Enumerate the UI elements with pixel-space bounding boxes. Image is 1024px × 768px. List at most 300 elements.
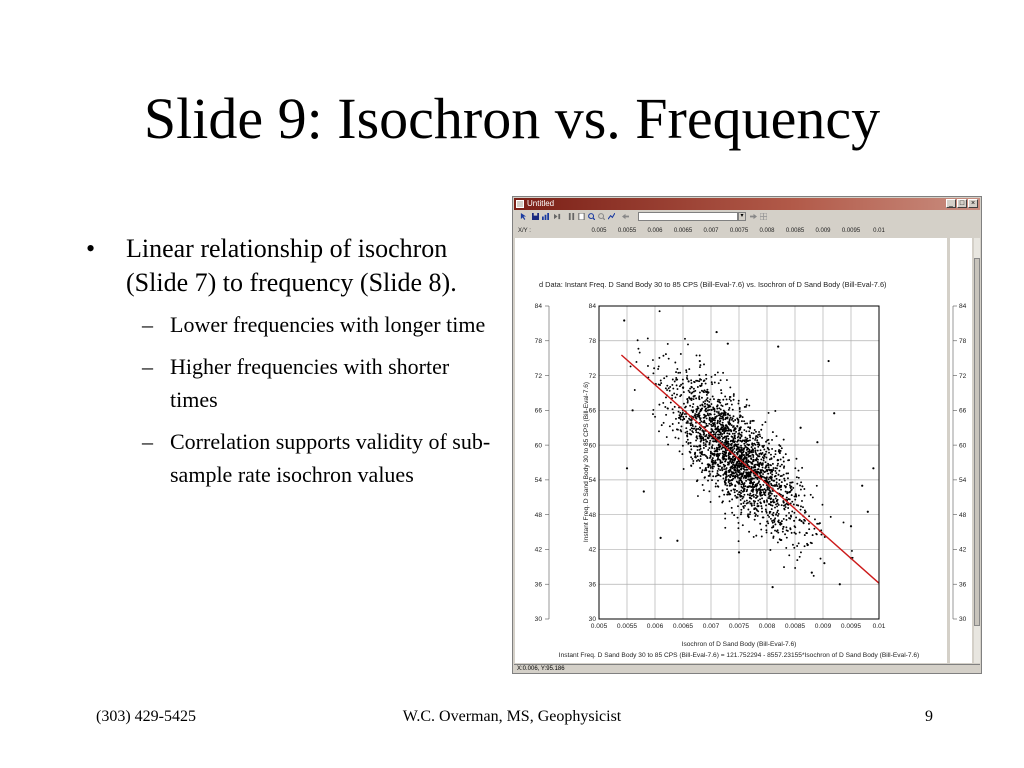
data-point (766, 521, 768, 523)
outlier-point (716, 331, 718, 333)
data-point (745, 477, 747, 479)
data-point (784, 485, 786, 487)
data-point (724, 428, 726, 430)
data-point (734, 436, 736, 438)
data-point (726, 432, 728, 434)
data-point (741, 447, 743, 449)
data-point (710, 414, 712, 416)
data-point (750, 462, 752, 464)
data-point (665, 396, 667, 398)
data-point (697, 449, 699, 451)
data-point (728, 470, 730, 472)
forward-arrow-icon[interactable] (750, 213, 757, 220)
zoom-out-icon[interactable] (598, 213, 605, 220)
data-point (731, 484, 733, 486)
chart-title: d Data: Instant Freq. D Sand Body 30 to 85 CPS (Bill-Eval-7.6) vs. Isochron of D Sand Body (Bill-Eval-7.6) (539, 280, 887, 289)
data-point (757, 515, 759, 517)
chevron-down-icon[interactable]: ▾ (738, 212, 746, 221)
data-point (712, 406, 714, 408)
data-point (712, 457, 714, 459)
data-point (765, 504, 767, 506)
data-point (768, 449, 770, 451)
data-point (786, 497, 788, 499)
data-point (770, 470, 772, 472)
data-point (791, 510, 793, 512)
data-point (771, 448, 773, 450)
data-point (760, 529, 762, 531)
data-point (675, 396, 677, 398)
outlier-point (811, 572, 813, 574)
data-point (769, 481, 771, 483)
side-axis-label: 42 (959, 546, 967, 554)
data-point (736, 469, 738, 471)
data-point (673, 393, 675, 395)
selection-input[interactable] (638, 212, 738, 221)
data-point (712, 475, 714, 477)
data-point (776, 511, 778, 513)
data-point (783, 465, 785, 467)
data-point (796, 476, 798, 478)
data-point (769, 511, 771, 513)
data-point (749, 501, 751, 503)
data-point (728, 433, 730, 435)
data-point (766, 501, 768, 503)
data-point (750, 420, 752, 422)
data-point (695, 397, 697, 399)
data-point (711, 466, 713, 468)
data-point (755, 437, 757, 439)
data-point (700, 410, 702, 412)
data-point (773, 536, 775, 538)
data-point (710, 467, 712, 469)
side-axis-label: 72 (959, 372, 967, 380)
data-point (710, 455, 712, 457)
data-point (746, 449, 748, 451)
data-point (770, 501, 772, 503)
data-point (758, 488, 760, 490)
left-axis-label: 48 (534, 511, 542, 519)
data-point (803, 519, 805, 521)
data-point (744, 488, 746, 490)
data-point (737, 493, 739, 495)
top-x-tick: 0.0085 (785, 228, 805, 234)
data-point (778, 504, 780, 506)
data-point (743, 420, 745, 422)
data-point (735, 431, 737, 433)
data-point (739, 411, 741, 413)
data-point (698, 415, 700, 417)
data-point (744, 475, 746, 477)
data-point (793, 512, 795, 514)
data-point (722, 500, 724, 502)
data-point (672, 388, 674, 390)
data-point (732, 467, 734, 469)
data-point (692, 410, 694, 412)
data-point (781, 475, 783, 477)
data-point (752, 449, 754, 451)
data-point (728, 429, 730, 431)
data-point (775, 472, 777, 474)
data-point (672, 423, 674, 425)
back-arrow-icon[interactable] (622, 213, 629, 220)
data-point (711, 479, 713, 481)
data-point (686, 371, 688, 373)
data-point (731, 479, 733, 481)
data-point (728, 445, 730, 447)
data-point (777, 541, 779, 543)
data-point (746, 404, 748, 406)
data-point (725, 451, 727, 453)
data-point (682, 412, 684, 414)
data-point (778, 470, 780, 472)
data-point (739, 437, 741, 439)
data-point (738, 479, 740, 481)
data-point (692, 424, 694, 426)
data-point (783, 526, 785, 528)
data-point (686, 377, 688, 379)
data-point (765, 529, 767, 531)
data-point (736, 418, 738, 420)
data-point (757, 469, 759, 471)
data-point (670, 402, 672, 404)
data-point (693, 398, 695, 400)
data-point (749, 422, 751, 424)
data-point (702, 469, 704, 471)
scrollbar-thumb[interactable] (974, 258, 980, 626)
data-point (748, 405, 750, 407)
data-point (774, 523, 776, 525)
data-point (753, 420, 755, 422)
data-point (682, 383, 684, 385)
data-point (678, 411, 680, 413)
data-point (702, 421, 704, 423)
data-point (731, 471, 733, 473)
chart-icon[interactable] (542, 213, 549, 220)
y-tick-label: 84 (588, 303, 596, 311)
data-point (691, 410, 693, 412)
data-point (794, 467, 796, 469)
data-point (742, 466, 744, 468)
x-tick-label: 0.007 (702, 623, 720, 630)
minimize-button[interactable]: _ (946, 199, 956, 208)
data-point (719, 422, 721, 424)
data-point (761, 469, 763, 471)
data-point (657, 368, 659, 370)
data-point (734, 467, 736, 469)
data-point (707, 397, 709, 399)
data-point (658, 365, 660, 367)
data-point (746, 474, 748, 476)
data-point (696, 436, 698, 438)
data-point (752, 451, 754, 453)
side-axis-label: 54 (959, 477, 967, 485)
data-point (755, 514, 757, 516)
data-point (685, 416, 687, 418)
save-icon[interactable] (532, 213, 539, 220)
data-point (752, 459, 754, 461)
data-point (687, 402, 689, 404)
data-point (699, 405, 701, 407)
data-point (714, 450, 716, 452)
data-point (717, 400, 719, 402)
data-point (746, 399, 748, 401)
data-point (759, 435, 761, 437)
data-point (743, 502, 745, 504)
data-point (765, 441, 767, 443)
data-point (735, 471, 737, 473)
data-point (781, 520, 783, 522)
data-point (654, 416, 656, 418)
data-point (676, 368, 678, 370)
outlier-point (867, 511, 869, 513)
step-icon[interactable] (554, 213, 561, 220)
data-point (773, 521, 775, 523)
data-point (705, 443, 707, 445)
data-point (737, 527, 739, 529)
close-button[interactable]: × (968, 199, 978, 208)
x-tick-label: 0.0065 (672, 623, 694, 630)
data-point (647, 338, 649, 340)
data-point (690, 448, 692, 450)
data-point (782, 531, 784, 533)
data-point (728, 494, 730, 496)
data-point (774, 476, 776, 478)
data-point (722, 456, 724, 458)
data-point (714, 409, 716, 411)
data-point (711, 446, 713, 448)
data-point (799, 532, 801, 534)
data-point (700, 441, 702, 443)
data-point (751, 503, 753, 505)
side-axis-label: 66 (959, 407, 967, 415)
data-point (780, 485, 782, 487)
data-point (722, 372, 724, 374)
data-point (762, 452, 764, 454)
data-point (816, 533, 818, 535)
document-icon[interactable] (578, 213, 585, 220)
data-point (746, 503, 748, 505)
data-point (733, 469, 735, 471)
line-chart-icon[interactable] (608, 213, 615, 220)
data-point (734, 476, 736, 478)
outlier-point (676, 540, 678, 542)
data-point (793, 520, 795, 522)
pause-icon[interactable] (568, 213, 575, 220)
data-point (786, 472, 788, 474)
data-point (724, 396, 726, 398)
data-point (705, 445, 707, 447)
data-point (699, 385, 701, 387)
data-point (762, 484, 764, 486)
data-point (744, 485, 746, 487)
data-point (689, 451, 691, 453)
data-point (800, 481, 802, 483)
data-point (743, 494, 745, 496)
data-point (760, 485, 762, 487)
window-titlebar[interactable] (514, 198, 980, 210)
data-point (698, 395, 700, 397)
data-point (753, 467, 755, 469)
data-point (693, 396, 695, 398)
data-point (729, 414, 731, 416)
data-point (699, 460, 701, 462)
data-point (748, 444, 750, 446)
data-point (661, 424, 663, 426)
data-point (680, 430, 682, 432)
data-point (722, 399, 724, 401)
data-point (704, 414, 706, 416)
data-point (687, 400, 689, 402)
zoom-icon[interactable] (588, 213, 595, 220)
data-point (698, 380, 700, 382)
data-point (745, 461, 747, 463)
data-point (753, 500, 755, 502)
y-tick-label: 54 (588, 477, 596, 485)
maximize-button[interactable]: □ (957, 199, 967, 208)
data-point (681, 414, 683, 416)
data-point (756, 439, 758, 441)
data-point (800, 505, 802, 507)
data-point (699, 366, 701, 368)
data-point (765, 451, 767, 453)
top-x-tick: 0.006 (647, 228, 663, 234)
data-point (746, 438, 748, 440)
data-point (747, 509, 749, 511)
data-point (679, 395, 681, 397)
data-point (765, 457, 767, 459)
data-point (664, 406, 666, 408)
left-axis-label: 60 (534, 442, 542, 450)
data-point (714, 426, 716, 428)
data-point (689, 405, 691, 407)
data-point (772, 499, 774, 501)
data-point (723, 464, 725, 466)
data-point (718, 382, 720, 384)
data-point (798, 495, 800, 497)
data-point (816, 485, 818, 487)
data-point (754, 512, 756, 514)
data-point (757, 461, 759, 463)
data-point (714, 382, 716, 384)
plot-pane[interactable] (515, 238, 947, 663)
data-point (775, 470, 777, 472)
data-point (685, 369, 687, 371)
data-point (703, 447, 705, 449)
data-point (732, 464, 734, 466)
data-point (796, 559, 798, 561)
pointer-icon[interactable] (520, 213, 527, 220)
data-point (771, 474, 773, 476)
data-point (745, 442, 747, 444)
data-point (776, 505, 778, 507)
data-point (770, 498, 772, 500)
data-point (756, 435, 758, 437)
data-point (772, 431, 774, 433)
data-point (759, 473, 761, 475)
data-point (804, 534, 806, 536)
data-point (690, 456, 692, 458)
data-point (668, 358, 670, 360)
data-point (760, 502, 762, 504)
data-point (708, 434, 710, 436)
data-point (714, 411, 716, 413)
data-point (674, 437, 676, 439)
outlier-point (833, 412, 835, 414)
data-point (744, 458, 746, 460)
y-tick-label: 30 (588, 616, 596, 624)
data-point (667, 444, 669, 446)
data-point (795, 533, 797, 535)
data-point (652, 372, 654, 374)
data-point (701, 383, 703, 385)
left-axis-label: 78 (534, 337, 542, 345)
data-point (757, 495, 759, 497)
data-point (744, 466, 746, 468)
data-point (666, 436, 668, 438)
data-point (757, 464, 759, 466)
data-point (731, 466, 733, 468)
data-point (774, 495, 776, 497)
data-point (771, 520, 773, 522)
vertical-scrollbar[interactable] (974, 238, 980, 663)
data-point (733, 395, 735, 397)
data-point (797, 505, 799, 507)
data-point (679, 416, 681, 418)
data-point (777, 510, 779, 512)
data-point (713, 466, 715, 468)
data-point (725, 417, 727, 419)
data-point (744, 505, 746, 507)
data-point (738, 469, 740, 471)
data-point (736, 497, 738, 499)
data-point (716, 449, 718, 451)
data-point (734, 440, 736, 442)
data-point (753, 494, 755, 496)
data-point (719, 402, 721, 404)
xy-readout-row (514, 224, 980, 236)
data-point (785, 491, 787, 493)
data-point (793, 504, 795, 506)
data-point (709, 398, 711, 400)
grid-icon[interactable] (760, 213, 767, 220)
data-point (683, 391, 685, 393)
data-point (804, 495, 806, 497)
data-point (712, 444, 714, 446)
x-tick-label: 0.009 (814, 623, 832, 630)
data-point (724, 411, 726, 413)
data-point (681, 453, 683, 455)
data-point (739, 416, 741, 418)
data-point (705, 439, 707, 441)
data-point (658, 404, 660, 406)
data-point (777, 515, 779, 517)
data-point (719, 413, 721, 415)
data-point (773, 456, 775, 458)
data-point (666, 375, 668, 377)
data-point (762, 466, 764, 468)
data-point (720, 475, 722, 477)
data-point (755, 431, 757, 433)
data-point (785, 453, 787, 455)
data-point (685, 432, 687, 434)
data-point (726, 494, 728, 496)
data-point (697, 432, 699, 434)
data-point (711, 409, 713, 411)
data-point (753, 536, 755, 538)
data-point (752, 491, 754, 493)
data-point (690, 465, 692, 467)
data-point (662, 355, 664, 357)
